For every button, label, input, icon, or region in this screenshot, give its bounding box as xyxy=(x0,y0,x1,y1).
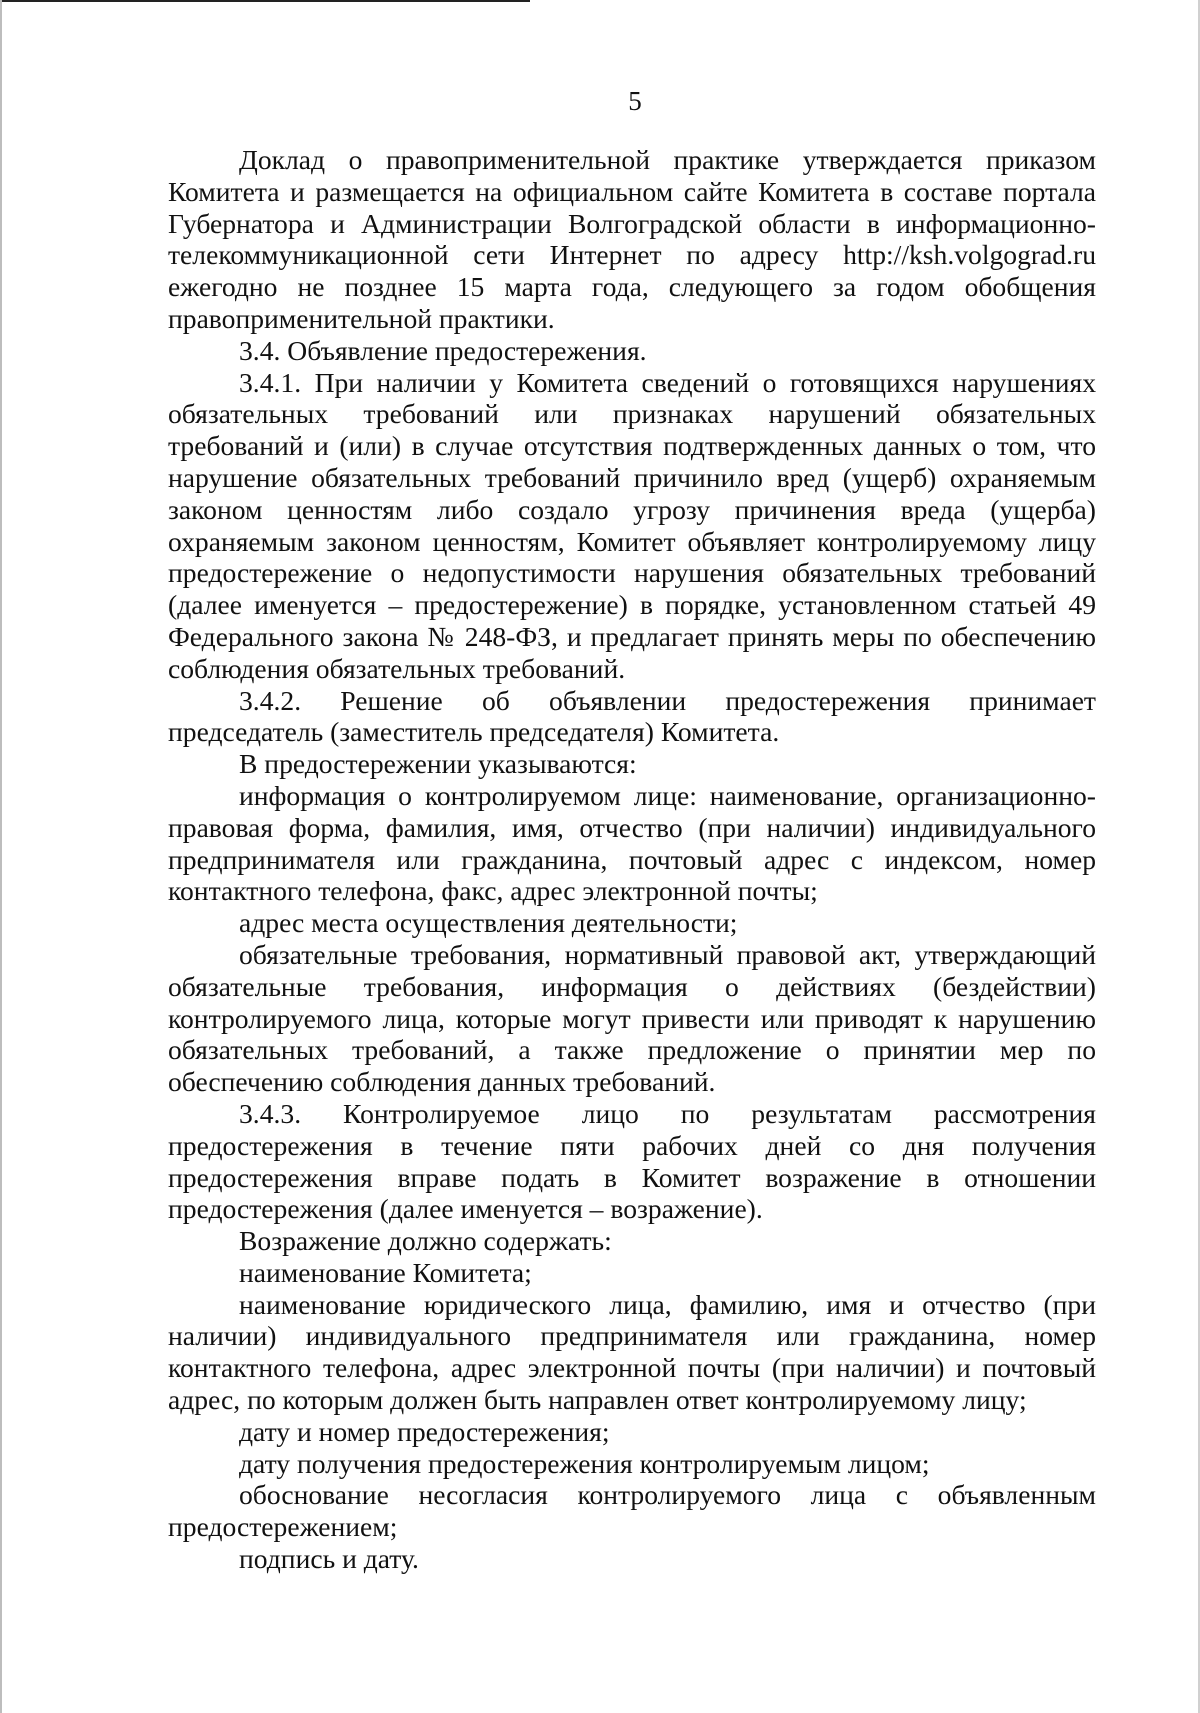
paragraph-3-4-1: 3.4.1. При наличии у Комитета сведений о готовящихся нарушениях обязательных требований или признаках нарушений обязательных требований и (или) в случае отсутствия подтвержденных данных о том, что нарушение обязательных требований причинило вред (ущерб) охраняемым законом ценностям либо создало угрозу причинения вреда (ущерба) охраняемым законом ценностям, Комитет объявляет контролируемому лицу предостережение о недопустимости нарушения обязательных требований (далее именуется – предостережение) в порядке, установленном статьей 49 Федерального закона № 248-ФЗ, и предлагает принять меры по обеспечению соблюдения обязательных требований. xyxy=(168,366,1096,684)
list-item-signature-date: подпись и дату. xyxy=(239,1543,419,1575)
list-item-disagreement-grounds: обоснование несогласия контролируемого лица с объявленным предостережением; xyxy=(168,1479,1096,1543)
page-number: 5 xyxy=(628,86,642,116)
scan-edge-top xyxy=(0,0,530,2)
list-item-legal-entity-name: наименование юридического лица, фамилию, имя и отчество (при наличии) индивидуального предпринимателя или гражданина, номер контактного телефона, адрес электронной почты (при наличии) и почтовый адрес, по которым должен быть направлен ответ контролируемому лицу; xyxy=(168,1288,1096,1416)
paragraph-objection-contents-intro: Возражение должно содержать: xyxy=(239,1225,612,1257)
section-heading-3-4: 3.4. Объявление предостережения. xyxy=(239,334,647,366)
list-item-receipt-date: дату получения предостережения контролируемым лицом; xyxy=(239,1447,930,1479)
list-item-controlled-person-info: информация о контролируемом лице: наименование, организационно-правовая форма, фамилия, имя, отчество (при наличии) индивидуального предпринимателя или гражданина, почтовый адрес с индексом, номер контактного телефона, факс, адрес электронной почты; xyxy=(168,779,1096,907)
paragraph-report-publication: Доклад о правоприменительной практике утверждается приказом Комитета и размещается на официальном сайте Комитета в составе портала Губернатора и Администрации Волгоградской области в информационно-телекоммуникационной сети Интернет по адресу http://ksh.volgograd.ru ежегодно не позднее 15 марта года, следующего за годом обобщения правоприменительной практики. xyxy=(168,144,1096,334)
document-body xyxy=(168,144,1096,1575)
list-item-activity-address: адрес места осуществления деятельности; xyxy=(239,907,738,939)
paragraph-3-4-3: 3.4.3. Контролируемое лицо по результатам рассмотрения предостережения в течение пяти рабочих дней со дня получения предостережения вправе подать в Комитет возражение в отношении предостережения (далее именуется – возражение). xyxy=(168,1097,1096,1225)
list-item-warning-date-number: дату и номер предостережения; xyxy=(239,1415,610,1447)
scan-edge-left xyxy=(0,0,2,1713)
paragraph-warning-contents-intro: В предостережении указываются: xyxy=(239,748,637,780)
list-item-mandatory-requirements: обязательные требования, нормативный правовой акт, утверждающий обязательные требования, информация о действиях (бездействии) контролируемого лица, которые могут привести или приводят к нарушению обязательных требований, а также предложение о принятии мер по обеспечению соблюдения данных требований. xyxy=(168,938,1096,1098)
paragraph-3-4-2: 3.4.2. Решение об объявлении предостережения принимает председатель (заместитель председателя) Комитета. xyxy=(168,684,1096,748)
list-item-committee-name: наименование Комитета; xyxy=(239,1256,532,1288)
